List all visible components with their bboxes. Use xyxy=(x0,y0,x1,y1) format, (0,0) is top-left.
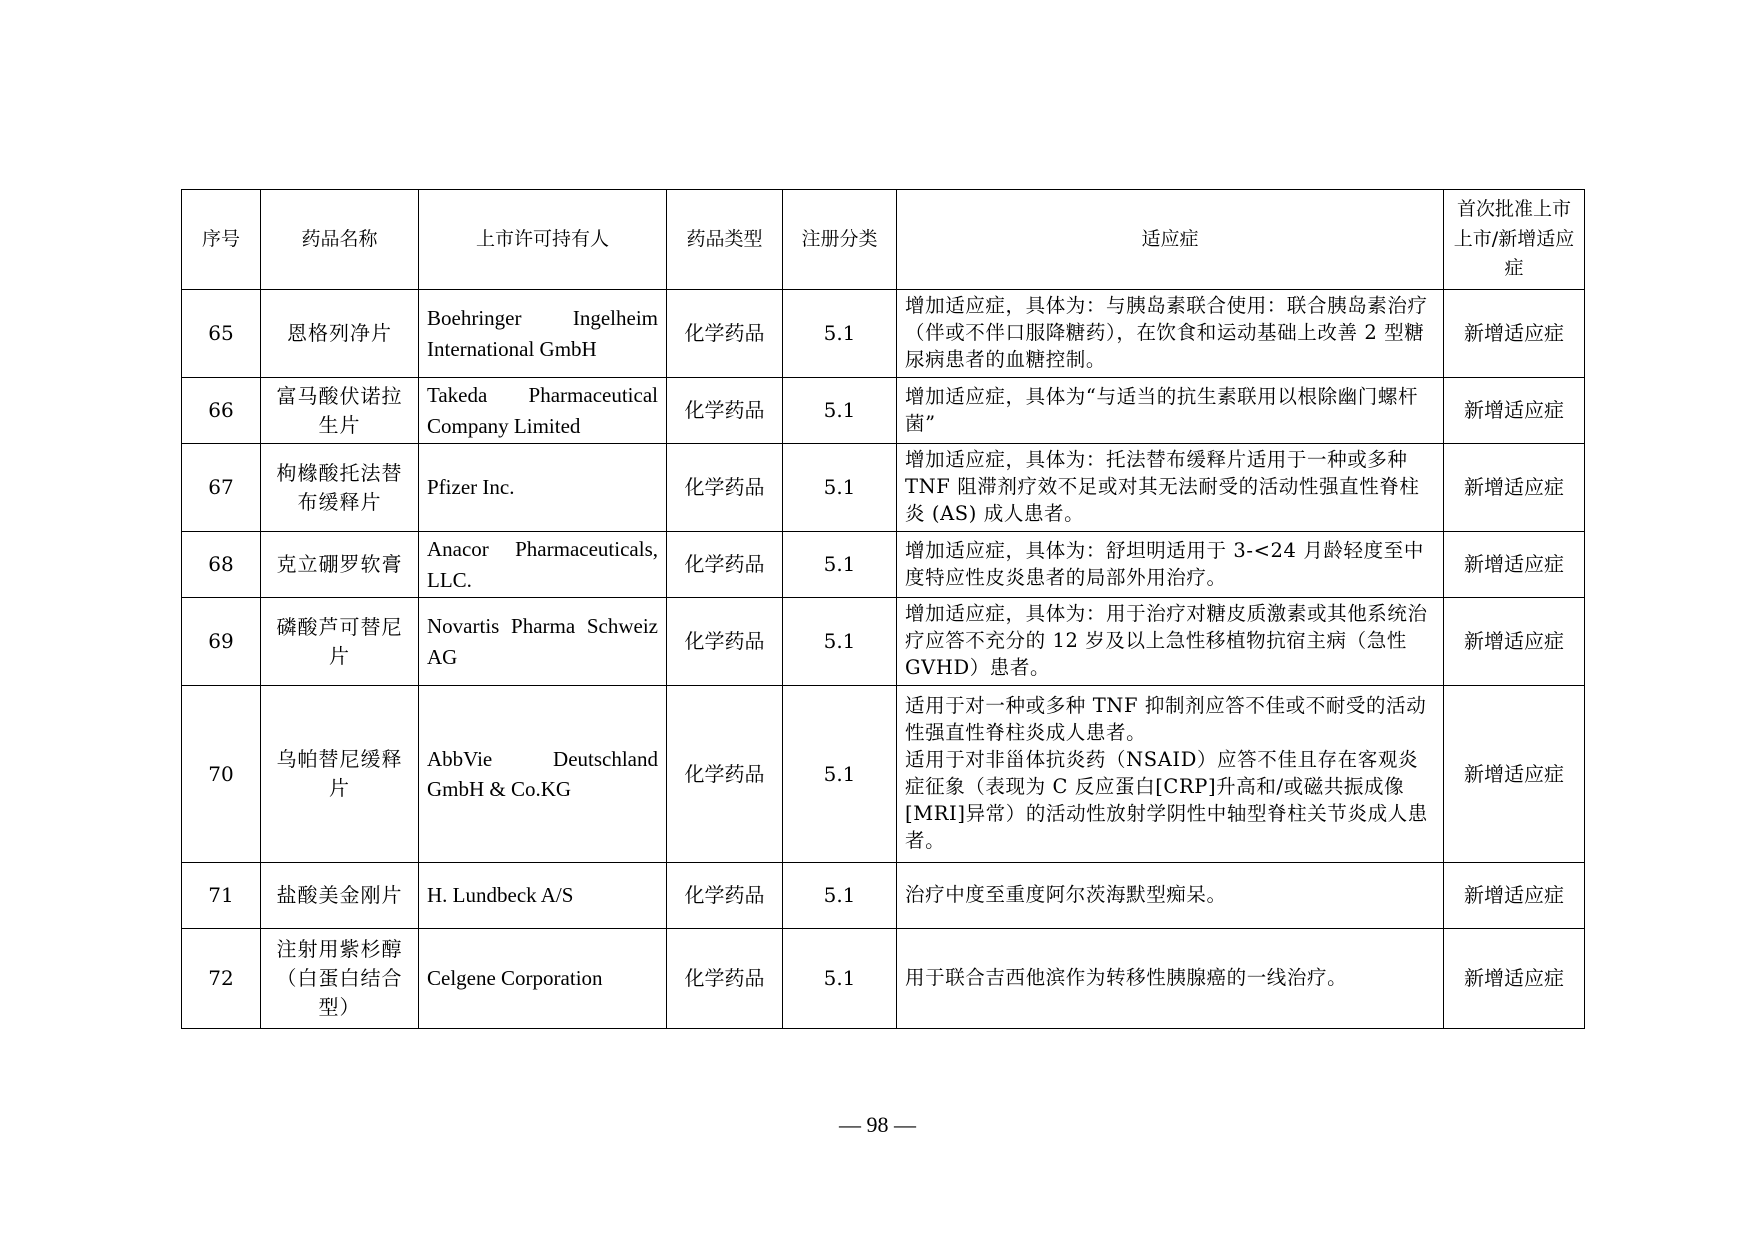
registration-class-cell: 5.1 xyxy=(783,532,897,598)
indication-cell xyxy=(897,686,1444,863)
drug-approval-table xyxy=(181,189,1585,1029)
approval-status-cell: 新增适应症 xyxy=(1444,929,1585,1029)
registration-class-cell: 5.1 xyxy=(783,598,897,686)
table-row xyxy=(182,290,1585,378)
indication-paragraph: 增加适应症，具体为“与适当的抗生素联用以根除幽门螺杆菌” xyxy=(905,384,1419,435)
table-row xyxy=(182,686,1585,863)
approval-status-cell: 新增适应症 xyxy=(1444,686,1585,863)
drug-name-cell: 注射用紫杉醇（白蛋白结合型） xyxy=(261,929,419,1029)
header-drug-name: 药品名称 xyxy=(261,190,419,290)
table-row xyxy=(182,598,1585,686)
drug-type-cell: 化学药品 xyxy=(667,598,783,686)
marketing-holder-cell: Takeda Pharmaceutical Company Limited xyxy=(419,378,667,444)
indication-cell xyxy=(897,929,1444,1029)
row-number-cell: 70 xyxy=(182,686,261,863)
header-drug-type: 药品类型 xyxy=(667,190,783,290)
registration-class-cell: 5.1 xyxy=(783,444,897,532)
table-header-row xyxy=(182,190,1585,290)
approval-status-cell: 新增适应症 xyxy=(1444,598,1585,686)
registration-class-cell: 5.1 xyxy=(783,863,897,929)
drug-name-cell: 恩格列净片 xyxy=(261,290,419,378)
row-number-cell: 65 xyxy=(182,290,261,378)
header-status: 首次批准上市上市/新增适应症 xyxy=(1444,190,1585,290)
indication-paragraph: 增加适应症，具体为：用于治疗对糖皮质激素或其他系统治疗应答不充分的 12 岁及以上急性移植物抗宿主病（急性 GVHD）患者。 xyxy=(905,602,1428,679)
registration-class-cell: 5.1 xyxy=(783,290,897,378)
approval-status-cell: 新增适应症 xyxy=(1444,532,1585,598)
indication-paragraph: 适用于对非甾体抗炎药（NSAID）应答不佳且存在客观炎症征象（表现为 C 反应蛋白[CRP]升高和/或磁共振成像[MRI]异常）的活动性放射学阴性中轴型脊柱关节炎成人患者。 xyxy=(905,748,1428,852)
indication-paragraph: 增加适应症，具体为：与胰岛素联合使用：联合胰岛素治疗（伴或不伴口服降糖药），在饮食和运动基础上改善 2 型糖尿病患者的血糖控制。 xyxy=(905,294,1428,371)
marketing-holder-cell: Boehringer Ingelheim International GmbH xyxy=(419,290,667,378)
marketing-holder-cell: Celgene Corporation xyxy=(419,929,667,1029)
registration-class-cell: 5.1 xyxy=(783,378,897,444)
drug-type-cell: 化学药品 xyxy=(667,686,783,863)
indication-paragraph: 增加适应症，具体为：舒坦明适用于 3-<24 月龄轻度至中度特应性皮炎患者的局部外用治疗。 xyxy=(905,538,1424,589)
drug-name-cell: 克立硼罗软膏 xyxy=(261,532,419,598)
header-no: 序号 xyxy=(182,190,261,290)
drug-name-cell: 盐酸美金刚片 xyxy=(261,863,419,929)
drug-name-cell: 枸橼酸托法替布缓释片 xyxy=(261,444,419,532)
indication-paragraph: 适用于对一种或多种 TNF 抑制剂应答不佳或不耐受的活动性强直性脊柱炎成人患者。 xyxy=(905,694,1427,745)
drug-name-cell: 磷酸芦可替尼片 xyxy=(261,598,419,686)
header-holder: 上市许可持有人 xyxy=(419,190,667,290)
table-row xyxy=(182,444,1585,532)
indication-cell xyxy=(897,532,1444,598)
approval-status-cell: 新增适应症 xyxy=(1444,290,1585,378)
indication-cell xyxy=(897,863,1444,929)
indication-cell xyxy=(897,444,1444,532)
indication-cell xyxy=(897,378,1444,444)
header-reg-class: 注册分类 xyxy=(783,190,897,290)
row-number-cell: 71 xyxy=(182,863,261,929)
row-number-cell: 67 xyxy=(182,444,261,532)
table-row xyxy=(182,532,1585,598)
row-number-cell: 66 xyxy=(182,378,261,444)
indication-cell xyxy=(897,290,1444,378)
registration-class-cell: 5.1 xyxy=(783,929,897,1029)
row-number-cell: 69 xyxy=(182,598,261,686)
drug-type-cell: 化学药品 xyxy=(667,863,783,929)
drug-type-cell: 化学药品 xyxy=(667,290,783,378)
indication-paragraph: 用于联合吉西他滨作为转移性胰腺癌的一线治疗。 xyxy=(905,966,1348,990)
row-number-cell: 68 xyxy=(182,532,261,598)
marketing-holder-cell: Novartis Pharma Schweiz AG xyxy=(419,598,667,686)
drug-name-cell: 富马酸伏诺拉生片 xyxy=(261,378,419,444)
drug-name-cell: 乌帕替尼缓释片 xyxy=(261,686,419,863)
indication-cell xyxy=(897,598,1444,686)
marketing-holder-cell: Pfizer Inc. xyxy=(419,444,667,532)
marketing-holder-cell: Anacor Pharmaceuticals, LLC. xyxy=(419,532,667,598)
approval-status-cell: 新增适应症 xyxy=(1444,378,1585,444)
drug-type-cell: 化学药品 xyxy=(667,378,783,444)
drug-type-cell: 化学药品 xyxy=(667,444,783,532)
marketing-holder-cell: H. Lundbeck A/S xyxy=(419,863,667,929)
header-indication: 适应症 xyxy=(897,190,1444,290)
approval-status-cell: 新增适应症 xyxy=(1444,863,1585,929)
drug-type-cell: 化学药品 xyxy=(667,929,783,1029)
registration-class-cell: 5.1 xyxy=(783,686,897,863)
page-number: — 98 — xyxy=(839,1112,916,1137)
indication-paragraph: 增加适应症，具体为：托法替布缓释片适用于一种或多种 TNF 阻滞剂疗效不足或对其无法耐受的活动性强直性脊柱炎 (AS) 成人患者。 xyxy=(905,448,1420,525)
drug-type-cell: 化学药品 xyxy=(667,532,783,598)
table-body xyxy=(182,290,1585,1029)
row-number-cell: 72 xyxy=(182,929,261,1029)
marketing-holder-cell: AbbVie Deutschland GmbH & Co.KG xyxy=(419,686,667,863)
approval-status-cell: 新增适应症 xyxy=(1444,444,1585,532)
indication-paragraph: 治疗中度至重度阿尔茨海默型痴呆。 xyxy=(905,883,1227,907)
table-row xyxy=(182,378,1585,444)
table-row xyxy=(182,863,1585,929)
table-row xyxy=(182,929,1585,1029)
